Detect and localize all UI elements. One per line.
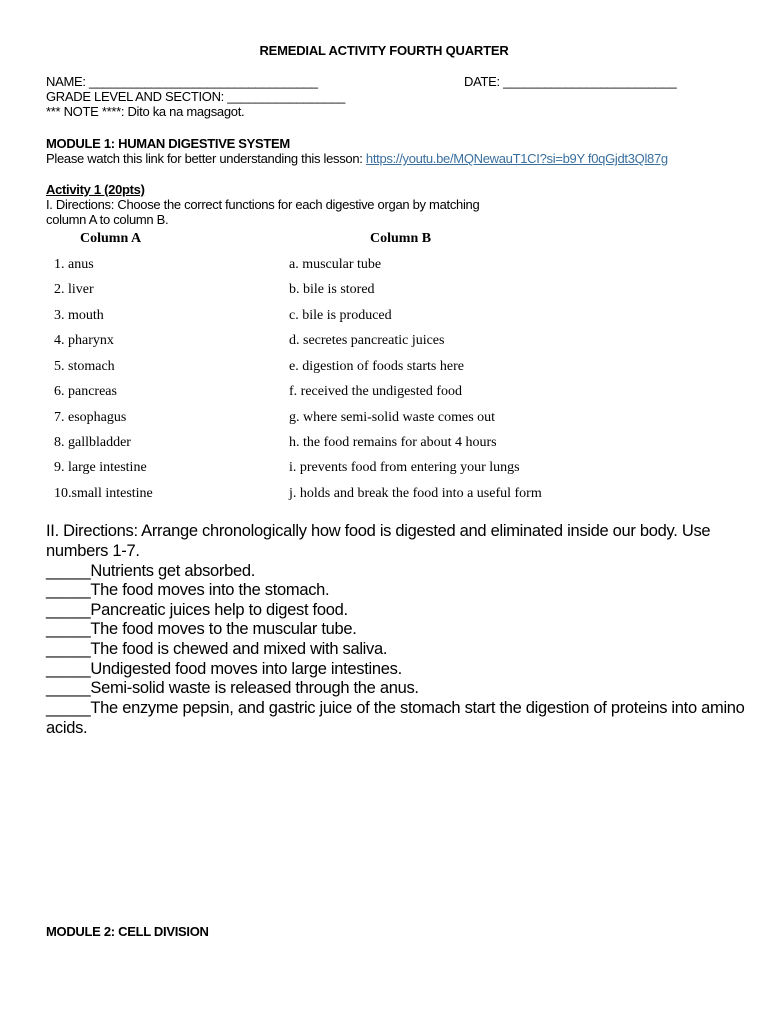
date-field-label: DATE: _________________________ [464, 74, 677, 89]
sequence-item: _____The food moves to the muscular tube. [46, 620, 357, 638]
column-b-item: j. holds and break the food into a useful form [289, 486, 542, 501]
sequence-item: _____Nutrients get absorbed. [46, 562, 256, 580]
module1-intro [46, 151, 668, 166]
sequence-item: _____Undigested food moves into large intestines. [46, 660, 402, 678]
module2-title: MODULE 2: CELL DIVISION [46, 924, 209, 939]
column-a-item: 7. esophagus [54, 410, 127, 425]
column-a-item: 5. stomach [54, 359, 115, 374]
column-b-item: d. secretes pancreatic juices [289, 333, 445, 348]
column-b-item: c. bile is produced [289, 308, 392, 323]
column-b-item: b. bile is stored [289, 282, 375, 297]
module1-title: MODULE 1: HUMAN DIGESTIVE SYSTEM [46, 136, 290, 151]
activity1-directions-line2: column A to column B. [46, 212, 169, 227]
name-field-label: NAME: _________________________________ [46, 74, 318, 89]
sequence-item: _____Semi-solid waste is released through the anus. [46, 679, 419, 697]
column-b-header: Column B [370, 231, 432, 246]
activity1-directions-line1: I. Directions: Choose the correct functions for each digestive organ by matching [46, 197, 480, 212]
column-a-header: Column A [80, 231, 142, 246]
column-b-item: g. where semi-solid waste comes out [289, 410, 496, 425]
column-a-item: 1. anus [54, 257, 94, 272]
sequence-item: _____Pancreatic juices help to digest food. [46, 601, 348, 619]
sequence-item: _____The enzyme pepsin, and gastric juice of the stomach start the digestion of proteins into amino [46, 699, 745, 717]
sequence-item-continued: acids. [46, 719, 88, 737]
column-b-item: a. muscular tube [289, 257, 382, 272]
column-a-item: 3. mouth [54, 308, 104, 323]
sequence-item: _____The food is chewed and mixed with saliva. [46, 640, 388, 658]
column-a-item: 9. large intestine [54, 460, 147, 475]
note-text: *** NOTE ****: Dito ka na magsagot. [46, 104, 245, 119]
sequence-item: _____The food moves into the stomach. [46, 581, 330, 599]
column-b-item: e. digestion of foods starts here [289, 359, 464, 374]
lesson-video-link[interactable]: https://youtu.be/MQNewauT1CI?si=b9Y f0qGjdt3Ql87g [365, 151, 668, 166]
part2-directions-line2: numbers 1-7. [46, 542, 140, 560]
column-a-item: 2. liver [54, 282, 94, 297]
grade-section-field-label: GRADE LEVEL AND SECTION: _________________ [46, 89, 346, 104]
column-b-item: h. the food remains for about 4 hours [289, 435, 497, 450]
column-a-item: 10.small intestine [54, 486, 153, 501]
module1-intro-text: Please watch this link for better understanding this lesson: [46, 151, 366, 166]
activity1-title: Activity 1 (20pts) [46, 182, 145, 197]
column-a-item: 6. pancreas [54, 384, 117, 399]
column-b-item: i. prevents food from entering your lungs [289, 460, 520, 475]
page-title: REMEDIAL ACTIVITY FOURTH QUARTER [259, 43, 509, 58]
part2-directions-line1: II. Directions: Arrange chronologically how food is digested and eliminated inside our body. Use [46, 522, 711, 540]
column-b-item: f. received the undigested food [289, 384, 462, 399]
column-a-item: 8. gallbladder [54, 435, 131, 450]
column-a-item: 4. pharynx [54, 333, 114, 348]
